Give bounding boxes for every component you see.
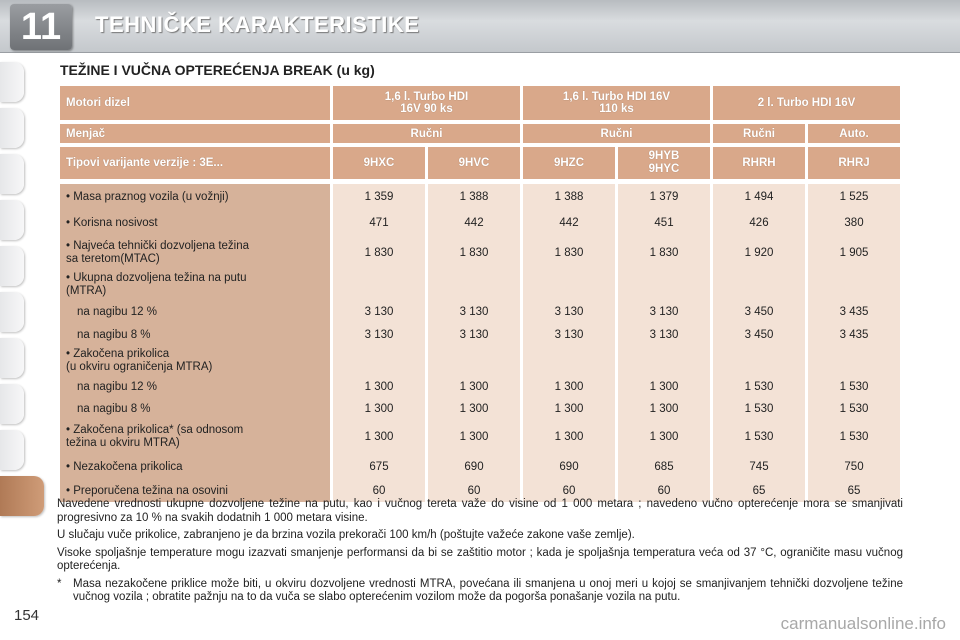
- page-number: 154: [14, 607, 40, 624]
- row-value: 1 300: [333, 420, 425, 454]
- row-value: 1 530: [713, 420, 805, 454]
- row-value: 3 130: [333, 324, 425, 346]
- row-label: na nagibu 12 %: [60, 300, 330, 324]
- row-value: 1 525: [808, 184, 900, 210]
- side-tab[interactable]: [0, 108, 24, 148]
- row-label: • Preporučena težina na osovini: [60, 480, 330, 502]
- row-value: 3 130: [428, 324, 520, 346]
- row-value: 3 450: [713, 300, 805, 324]
- type-cell: 9HXC: [333, 147, 425, 179]
- row-label: • Ukupna dozvoljena težina na putu (MTRA): [60, 270, 330, 300]
- row-value: 750: [808, 454, 900, 480]
- row-value: 1 388: [523, 184, 615, 210]
- row-label: • Nezakočena prikolica: [60, 454, 330, 480]
- weights-table: [57, 86, 903, 502]
- row-value: 65: [713, 480, 805, 502]
- row-value: [808, 270, 900, 300]
- side-tab[interactable]: [0, 338, 24, 378]
- footnote: [57, 578, 903, 605]
- motor-1: 1,6 l. Turbo HDI 16V 90 ks: [333, 86, 520, 120]
- row-label: na nagibu 8 %: [60, 398, 330, 420]
- note-paragraph: U slučaju vuče prikolice, zabranjeno je da brzina vozila prekorači 100 km/h (poštujte važeće zakone vaše zemlje).: [57, 529, 635, 541]
- gearbox-3: Ručni: [713, 124, 805, 143]
- row-value: 675: [333, 454, 425, 480]
- type-cell: RHRJ: [808, 147, 900, 179]
- row-label: na nagibu 8 %: [60, 324, 330, 346]
- gearbox-1: Ručni: [333, 124, 520, 143]
- row-value: 1 830: [428, 236, 520, 270]
- gearbox-row: [60, 124, 900, 143]
- type-cell: 9HYB 9HYC: [618, 147, 710, 179]
- row-value: 60: [333, 480, 425, 502]
- side-tab[interactable]: [0, 200, 24, 240]
- row-value: 1 830: [523, 236, 615, 270]
- row-value: 690: [523, 454, 615, 480]
- row-value: 451: [618, 210, 710, 236]
- header-bar: [0, 0, 960, 53]
- row-value: 1 530: [808, 420, 900, 454]
- page-title: TEHNIČKE KARAKTERISTIKE: [95, 12, 420, 37]
- row-value: 1 300: [523, 376, 615, 398]
- table-row: [60, 270, 900, 300]
- table-row: [60, 300, 900, 324]
- row-value: 1 300: [333, 376, 425, 398]
- note-paragraph: Visoke spoljašnje temperature mogu izazvati smanjenje performansi da bi se zaštitio motor ; kada je spoljašnja temperatura veća od 37 °C, ograničite masu vučnog opterećenja.: [57, 546, 903, 572]
- side-tab[interactable]: [0, 62, 24, 102]
- row-value: 1 530: [713, 376, 805, 398]
- row-value: 1 300: [618, 376, 710, 398]
- section-title: TEŽINE I VUČNA OPTEREĆENJA BREAK (u kg): [60, 62, 375, 78]
- note-paragraph: Navedene vrednosti ukupne dozvoljene težine na putu, kao i vučnog tereta važe do visine od 1 000 metara ; navedeno vučno opterećenje mora se smanjivati progresivno za 10 % na svakih dodatnih 1 000 metara visine.: [57, 498, 903, 524]
- chapter-number: 11: [10, 4, 72, 50]
- row-value: 3 450: [713, 324, 805, 346]
- row-value: 1 530: [808, 376, 900, 398]
- row-label: • Zakočena prikolica* (sa odnosom težina u okviru MTRA): [60, 420, 330, 454]
- row-value: 1 359: [333, 184, 425, 210]
- row-value: 1 530: [713, 398, 805, 420]
- type-cell: RHRH: [713, 147, 805, 179]
- row-label: • Masa praznog vozila (u vožnji): [60, 184, 330, 210]
- type-cell: 9HVC: [428, 147, 520, 179]
- row-value: 1 300: [618, 420, 710, 454]
- row-value: 1 830: [333, 236, 425, 270]
- gearbox-2: Ručni: [523, 124, 710, 143]
- side-tab[interactable]: [0, 292, 24, 332]
- row-value: 1 300: [523, 398, 615, 420]
- types-label: Tipovi varijante verzije : 3E...: [60, 147, 330, 179]
- row-value: 3 435: [808, 324, 900, 346]
- table-row: [60, 184, 900, 210]
- row-label: • Zakočena prikolica (u okviru ograničenja MTRA): [60, 346, 330, 376]
- row-value: [808, 346, 900, 376]
- type-cell: 9HZC: [523, 147, 615, 179]
- row-value: [618, 346, 710, 376]
- table-row: [60, 398, 900, 420]
- row-value: 442: [428, 210, 520, 236]
- row-value: [428, 270, 520, 300]
- watermark: carmanualsonline.info: [780, 614, 946, 633]
- side-tab[interactable]: [0, 246, 24, 286]
- row-value: 3 130: [523, 324, 615, 346]
- footnote-mark: *: [57, 577, 62, 590]
- row-value: 380: [808, 210, 900, 236]
- row-value: [523, 270, 615, 300]
- notes: [57, 498, 903, 605]
- row-value: 1 300: [333, 398, 425, 420]
- row-value: 1 300: [428, 376, 520, 398]
- row-label: • Korisna nosivost: [60, 210, 330, 236]
- row-value: 1 300: [618, 398, 710, 420]
- row-value: 1 300: [523, 420, 615, 454]
- row-value: 3 130: [333, 300, 425, 324]
- table-row: [60, 236, 900, 270]
- footnote-text: Masa nezakočene priklice može biti, u okviru dozvoljene vrednosti MTRA, povećana ili smanjena u onoj meri u kojoj se smanjivanjem tehnički dozvoljene težine vučnog vozila ; obratite pažnju na to da vuča se slabo opterećenim vozilom može da pogorša ponašanje vozila na putu.: [73, 577, 903, 603]
- row-value: 3 130: [428, 300, 520, 324]
- row-value: 1 905: [808, 236, 900, 270]
- table-row: [60, 454, 900, 480]
- row-value: 1 494: [713, 184, 805, 210]
- table-row: [60, 324, 900, 346]
- row-value: 1 920: [713, 236, 805, 270]
- row-value: [333, 346, 425, 376]
- gearbox-4: Auto.: [808, 124, 900, 143]
- row-value: 1 300: [428, 420, 520, 454]
- row-value: 3 435: [808, 300, 900, 324]
- table-row: [60, 376, 900, 398]
- side-tab-active[interactable]: [0, 476, 44, 516]
- row-value: [333, 270, 425, 300]
- row-value: 60: [618, 480, 710, 502]
- row-value: 690: [428, 454, 520, 480]
- row-value: [713, 270, 805, 300]
- motor-label: Motori dizel: [60, 86, 330, 120]
- row-value: 1 379: [618, 184, 710, 210]
- row-value: 745: [713, 454, 805, 480]
- row-value: 60: [428, 480, 520, 502]
- row-value: 3 130: [618, 324, 710, 346]
- row-value: [618, 270, 710, 300]
- side-tab[interactable]: [0, 430, 24, 470]
- motor-3: 2 l. Turbo HDI 16V: [713, 86, 900, 120]
- row-value: 3 130: [618, 300, 710, 324]
- table-row: [60, 420, 900, 454]
- row-value: 1 388: [428, 184, 520, 210]
- side-tab[interactable]: [0, 384, 24, 424]
- table-row: [60, 210, 900, 236]
- table-row: [60, 346, 900, 376]
- side-tabs: [0, 62, 30, 522]
- row-label: • Najveća tehnički dozvoljena težina sa teretom(MTAC): [60, 236, 330, 270]
- row-value: 685: [618, 454, 710, 480]
- side-tab[interactable]: [0, 154, 24, 194]
- row-value: 442: [523, 210, 615, 236]
- row-value: [523, 346, 615, 376]
- row-label: na nagibu 12 %: [60, 376, 330, 398]
- gearbox-label: Menjač: [60, 124, 330, 143]
- row-value: 1 530: [808, 398, 900, 420]
- table-body: [60, 184, 900, 502]
- row-value: [428, 346, 520, 376]
- row-value: 60: [523, 480, 615, 502]
- row-value: 471: [333, 210, 425, 236]
- motor-row: [60, 86, 900, 120]
- row-value: 65: [808, 480, 900, 502]
- row-value: 3 130: [523, 300, 615, 324]
- row-value: 1 300: [428, 398, 520, 420]
- types-row: [60, 147, 900, 179]
- row-value: 426: [713, 210, 805, 236]
- motor-2: 1,6 l. Turbo HDI 16V 110 ks: [523, 86, 710, 120]
- row-value: 1 830: [618, 236, 710, 270]
- row-value: [713, 346, 805, 376]
